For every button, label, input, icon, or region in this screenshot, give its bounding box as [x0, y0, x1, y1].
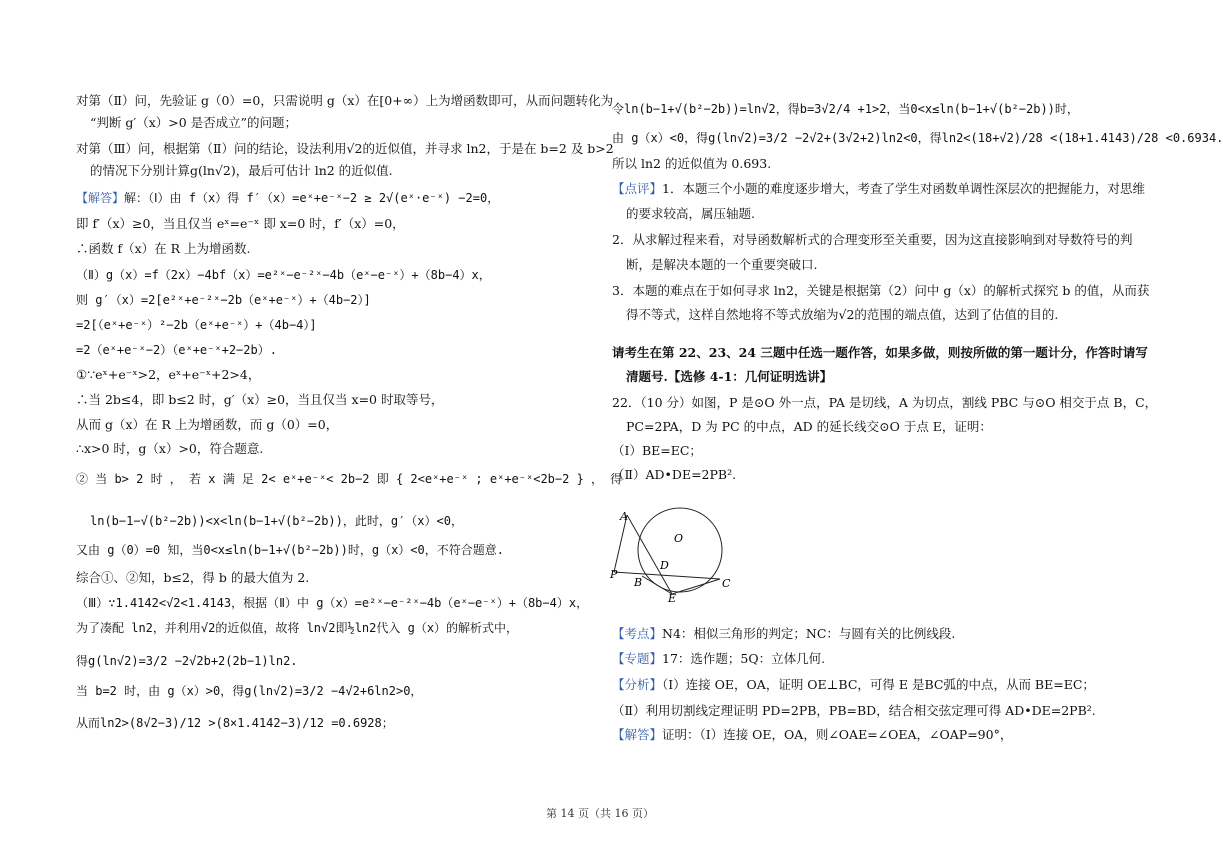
section-tag: 【点评】	[612, 181, 663, 196]
tangent-pa	[614, 515, 627, 572]
text-line: ∴函数 f（x）在 R 上为增函数.	[76, 241, 251, 256]
text-line: ② 当 b> 2 时 ， 若 x 满 足 2< eˣ+e⁻ˣ< 2b−2 即 { 2<eˣ+e⁻ˣ ; eˣ+e⁻ˣ<2b−2 } ， 得	[76, 472, 623, 486]
text-line: 得不等式，这样自然地将不等式放缩为√2的范围的端点值，达到了估值的目的.	[626, 307, 1059, 322]
section-tag: 【解答】	[76, 191, 125, 205]
text-line: 对第（Ⅱ）问，先验证 g（0）=0，只需说明 g（x）在[0+∞）上为增函数即可，从而问题转化为	[76, 93, 614, 108]
text-line: （Ⅰ）BE=EC；	[612, 443, 702, 458]
text-line: ①∵eˣ+e⁻ˣ>2，eˣ+e⁻ˣ+2>4，	[76, 367, 261, 382]
text-line: 为了凑配 ln2，并利用√2的近似值，故将 ln√2即½ln2代入 g（x）的解析式中，	[76, 621, 519, 635]
text-line: 综合①、②知，b≤2，得 b 的最大值为 2.	[76, 570, 310, 585]
text-line: 【专题】17：选作题；5Q：立体几何.	[612, 651, 826, 666]
text-line: 3．本题的难点在于如何寻求 ln2，关键是根据第（2）问中 g（x）的解析式探究 b 的值，从而获	[612, 283, 1150, 298]
text-line: 【解答】证明：（Ⅰ）连接 OE，OA，则∠OAE=∠OEA，∠OAP=90°，	[612, 727, 1013, 742]
text-line: 2．从求解过程来看，对导函数解析式的合理变形至关重要，因为这直接影响到对导数符号的判	[612, 232, 1133, 247]
text-line: 从而 g（x）在 R 上为增函数，而 g（0）=0，	[76, 417, 339, 432]
page-footer: 第 14 页（共 16 页）	[546, 807, 654, 820]
segment-ec	[672, 579, 720, 594]
text-line: ∴x>0 时，g（x）>0，符合题意.	[76, 441, 264, 456]
text-line: 当 b=2 时，由 g（x）>0，得g(ln√2)=3/2 −4√2+6ln2>0，	[76, 684, 423, 698]
label-a: A	[620, 510, 628, 523]
text-line: 【分析】（Ⅰ）连接 OE，OA，证明 OE⊥BC，可得 E 是BC弧的中点，从而 BE=EC；	[612, 677, 1095, 692]
label-c: C	[722, 577, 731, 590]
text-line: 【点评】1．本题三个小题的难度逐步增大，考查了学生对函数单调性深层次的把握能力，对思维	[612, 181, 1145, 196]
text-line: 断，是解决本题的一个重要突破口.	[626, 257, 818, 272]
text-line: 的要求较高，属压轴题.	[626, 206, 755, 221]
text-line: （Ⅲ）∵1.4142<√2<1.4143，根据（Ⅱ）中 g（x）=e²ˣ−e⁻²ˣ−4b（eˣ−e⁻ˣ）+（8b−4）x，	[76, 596, 589, 610]
label-e: E	[668, 592, 677, 605]
text-line: “判断 g′（x）>0 是否成立”的问题；	[90, 115, 298, 130]
section-tag: 【专题】	[612, 651, 663, 666]
text-line: =2（eˣ+e⁻ˣ−2）（eˣ+e⁻ˣ+2−2b）.	[76, 343, 277, 357]
text-line: 22．（10 分）如图，P 是⊙O 外一点，PA 是切线，A 为切点，割线 PBC 与⊙O 相交于点 B，C，	[612, 395, 1158, 410]
text-line: 由 g（x）<0，得g(ln√2)=3/2 −2√2+(3√2+2)ln2<0，得ln2<(18+√2)/28 <(18+1.4143)/28 <0.6934.	[612, 131, 1223, 145]
text-line: 令ln(b−1+√(b²−2b))=ln√2，得b=3√2/4 +1>2，当0<x≤ln(b−1+√(b²−2b))时，	[612, 102, 1079, 116]
text-line: PC=2PA，D 为 PC 的中点，AD 的延长线交⊙O 于点 E，证明：	[626, 419, 992, 434]
text-line: 又由 g（0）=0 知，当0<x≤ln(b−1+√(b²−2b))时，g（x）<0，不符合题意.	[76, 543, 504, 557]
text-line: ∴当 2b≤4，即 b≤2 时，g′（x）≥0，当且仅当 x=0 时取等号，	[76, 392, 444, 407]
text-line: 请考生在第 22、23、24 三题中任选一题作答，如果多做，则按所做的第一题计分，作答时请写	[612, 345, 1148, 360]
text-line: 即 f′（x）≥0，当且仅当 eˣ=e⁻ˣ 即 x=0 时，f′（x）=0，	[76, 216, 405, 231]
text-line: 从而ln2>(8√2−3)/12 >(8×1.4142−3)/12 =0.6928；	[76, 716, 394, 730]
geometry-figure	[610, 510, 742, 605]
text-line: 【考点】N4：相似三角形的判定；NC：与圆有关的比例线段.	[612, 626, 956, 641]
label-p: P	[610, 568, 618, 581]
section-tag: 【考点】	[612, 626, 663, 641]
circle-o	[638, 508, 722, 592]
text-line: 则 g′（x）=2[e²ˣ+e⁻²ˣ−2b（eˣ+e⁻ˣ）+（4b−2）]	[76, 293, 371, 307]
label-b: B	[634, 576, 643, 589]
label-o: O	[674, 532, 684, 545]
text-line: （Ⅱ）利用切割线定理证明 PD=2PB，PB=BD，结合相交弦定理可得 AD•DE=2PB².	[612, 703, 1096, 718]
text-line: （Ⅱ）g（x）=f（2x）−4bf（x）=e²ˣ−e⁻²ˣ−4b（eˣ−e⁻ˣ）+（8b−4）x，	[76, 268, 491, 282]
text-line: =2[（eˣ+e⁻ˣ）²−2b（eˣ+e⁻ˣ）+（4b−4）]	[76, 318, 317, 332]
section-tag: 【解答】	[612, 727, 663, 742]
text-line: ln(b−1−√(b²−2b))<x<ln(b−1+√(b²−2b))，此时，g′（x）<0，	[90, 514, 463, 528]
text-line: 所以 ln2 的近似值为 0.693.	[612, 156, 772, 171]
text-line: 清题号.【选修 4-1：几何证明选讲】	[626, 369, 833, 384]
text-line: （Ⅱ）AD•DE=2PB².	[612, 467, 737, 482]
text-line: 【解答】解：（Ⅰ）由 f（x）得 f′（x）=eˣ+e⁻ˣ−2 ≥ 2√(eˣ·e⁻ˣ) −2=0，	[76, 191, 500, 205]
section-tag: 【分析】	[612, 677, 663, 692]
text-line: 得g(ln√2)=3/2 −2√2b+2(2b−1)ln2.	[76, 654, 298, 668]
secant-pbc	[614, 572, 720, 579]
text-line: 对第（Ⅲ）问，根据第（Ⅱ）问的结论，设法利用√2的近似值，并寻求 ln2，于是在 b=2 及 b>2	[76, 141, 614, 156]
label-d: D	[660, 559, 669, 572]
text-line: 的情况下分别计算g(ln√2)，最后可估计 ln2 的近似值.	[90, 163, 393, 178]
